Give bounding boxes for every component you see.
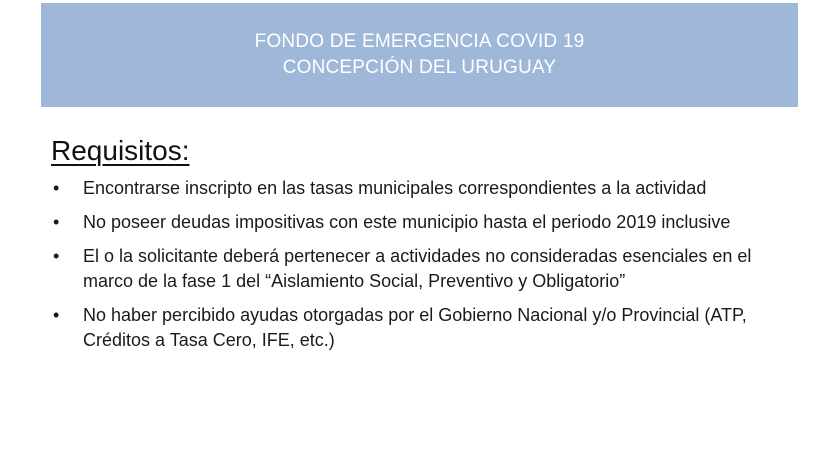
requirement-item (40, 176, 800, 201)
header-banner (41, 3, 798, 107)
requirement-text: Encontrarse inscripto en las tasas municipales correspondientes a la actividad (83, 178, 707, 198)
requirement-item (40, 210, 800, 235)
requirement-text: El o la solicitante deberá pertenecer a actividades no consideradas esenciales en el marco de la fase 1 del “Aislamiento Social, Preventivo y Obligatorio” (83, 246, 752, 291)
requirement-text: No haber percibido ayudas otorgadas por el Gobierno Nacional y/o Provincial (ATP, Créditos a Tasa Cero, IFE, etc.) (83, 305, 747, 350)
requirement-item (40, 244, 800, 294)
requirements-title: Requisitos: (51, 135, 190, 166)
bullet-icon: • (53, 178, 60, 198)
header-title-line-1: FONDO DE EMERGENCIA COVID 19 (254, 31, 585, 52)
bullet-icon: • (53, 212, 60, 232)
header-title-line-2: CONCEPCIÓN DEL URUGUAY (282, 57, 557, 78)
bullet-icon: • (53, 246, 60, 266)
requirement-item (40, 303, 800, 353)
bullet-icon: • (53, 305, 60, 325)
requirements-list (40, 176, 800, 362)
requirement-text: No poseer deudas impositivas con este municipio hasta el periodo 2019 inclusive (83, 212, 731, 232)
